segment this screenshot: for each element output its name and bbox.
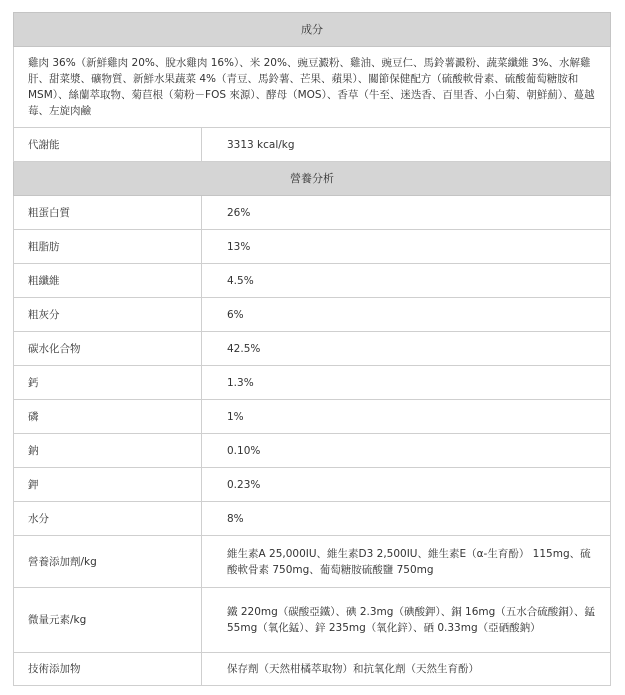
row-value: 42.5%: [202, 332, 611, 366]
table-row: [14, 588, 611, 653]
table-row: [14, 653, 611, 686]
metabolic-energy-value: 3313 kcal/kg: [202, 128, 611, 162]
row-value: 13%: [202, 230, 611, 264]
product-info-table: [13, 12, 611, 686]
row-value: 鐵 220mg（碳酸亞鐵）、碘 2.3mg（碘酸鉀）、銅 16mg（五水合硫酸銅）、錳 55mg（氧化錳）、鋅 235mg（氧化鋅）、硒 0.33mg（亞硒酸鈉）: [202, 588, 611, 653]
row-value: 0.23%: [202, 468, 611, 502]
table-row: [14, 400, 611, 434]
row-value: 4.5%: [202, 264, 611, 298]
table-row: [14, 468, 611, 502]
table-row: [14, 536, 611, 588]
table-row: [14, 502, 611, 536]
table-row: [14, 230, 611, 264]
table-row: [14, 196, 611, 230]
table-row: [14, 434, 611, 468]
row-value: 0.10%: [202, 434, 611, 468]
metabolic-energy-row: [14, 128, 611, 162]
table-row: [14, 366, 611, 400]
table-row: [14, 332, 611, 366]
row-value: 1%: [202, 400, 611, 434]
ingredients-section-header: [14, 13, 611, 47]
table-row: [14, 298, 611, 332]
ingredients-text: 雞肉 36%（新鮮雞肉 20%、脫水雞肉 16%）、米 20%、豌豆澱粉、雞油、豌豆仁、馬鈴薯澱粉、蔬菜纖維 3%、水解雞肝、甜菜漿、礦物質、新鮮水果蔬菜 4%（青豆、馬鈴薯、芒果、蘋果）、關節保健配方（硫酸軟骨素、硫酸葡萄糖胺和MSM）、絲蘭萃取物、菊苣根（菊粉－FOS 來源）、酵母（MOS）、香草（牛至、迷迭香、百里香、小白菊、朝鮮薊）、蔓越莓、左旋肉鹼: [14, 47, 611, 128]
row-label: 營養添加劑/kg: [14, 536, 202, 588]
row-label: 鈣: [14, 366, 202, 400]
ingredients-header-text: 成分: [14, 13, 611, 47]
row-label: 微量元素/kg: [14, 588, 202, 653]
row-value: 8%: [202, 502, 611, 536]
row-label: 粗蛋白質: [14, 196, 202, 230]
row-value: 維生素A 25,000IU、維生素D3 2,500IU、維生素E（α-生育酚） 115mg、硫酸軟骨素 750mg、葡萄糖胺硫酸鹽 750mg: [202, 536, 611, 588]
row-label: 碳水化合物: [14, 332, 202, 366]
product-info-table-wrapper: [13, 12, 610, 686]
row-label: 粗脂肪: [14, 230, 202, 264]
row-value: 保存劑（天然柑橘萃取物）和抗氧化劑（天然生育酚）: [202, 653, 611, 686]
row-value: 1.3%: [202, 366, 611, 400]
metabolic-energy-label: 代謝能: [14, 128, 202, 162]
row-value: 26%: [202, 196, 611, 230]
row-label: 鉀: [14, 468, 202, 502]
row-label: 粗纖維: [14, 264, 202, 298]
row-label: 粗灰分: [14, 298, 202, 332]
row-value: 6%: [202, 298, 611, 332]
table-row: [14, 264, 611, 298]
row-label: 鈉: [14, 434, 202, 468]
row-label: 技術添加物: [14, 653, 202, 686]
row-label: 磷: [14, 400, 202, 434]
nutrition-section-header: [14, 162, 611, 196]
ingredients-row: [14, 47, 611, 128]
nutrition-header-text: 營養分析: [14, 162, 611, 196]
row-label: 水分: [14, 502, 202, 536]
